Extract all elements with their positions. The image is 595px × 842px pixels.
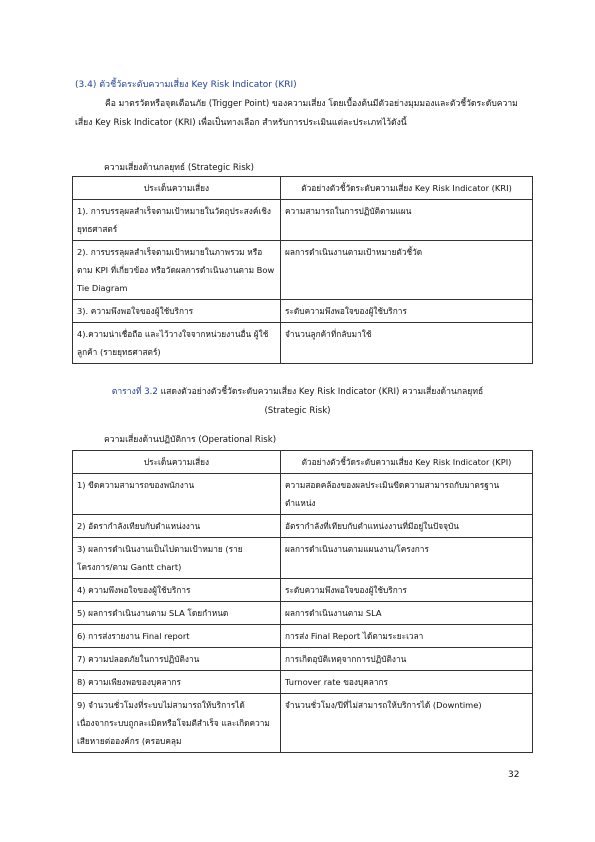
table-header-row: [73, 177, 533, 200]
page-number: 32: [508, 770, 520, 780]
table-row: [73, 648, 533, 671]
operational-subheading: ความเสี่ยงด้านปฏิบัติการ (Operational Risk): [104, 435, 277, 445]
table-row: [73, 474, 533, 515]
kri-cell: อัตรากำลังที่เทียบกับตำแหน่งงานที่มีอยู่ในปัจจุบัน: [281, 515, 533, 538]
kri-cell: ผลการดำเนินงานตาม SLA: [281, 602, 533, 625]
kri-cell: ระดับความพึงพอใจของผู้ใช้บริการ: [281, 300, 533, 323]
table-row: [73, 515, 533, 538]
header-risk-issue: ประเด็นความเสี่ยง: [73, 451, 281, 474]
kri-cell: Turnover rate ของบุคลากร: [281, 671, 533, 694]
risk-issue-cell: 3) ผลการดำเนินงานเป็นไปตามเป้าหมาย (รายโครงการ/ตาม Gantt chart): [73, 538, 281, 579]
operational-risk-table: [72, 450, 533, 753]
table-row: [73, 625, 533, 648]
kri-cell: จำนวนชั่วโมง/ปีที่ไม่สามารถให้บริการได้ (Downtime): [281, 694, 533, 753]
kri-cell: การเกิดอุบัติเหตุจากการปฏิบัติงาน: [281, 648, 533, 671]
table-row: [73, 241, 533, 300]
risk-issue-cell: 4) ความพึงพอใจของผู้ใช้บริการ: [73, 579, 281, 602]
risk-issue-cell: 2). การบรรลุผลสำเร็จตามเป้าหมายในภาพรวม หรือตาม KPI ที่เกี่ยวข้อง หรือวัดผลการดำเนินงานตาม Bow Tie Diagram: [73, 241, 281, 300]
kri-cell: ความสามารถในการปฏิบัติตามแผน: [281, 200, 533, 241]
strategic-subheading: ความเสี่ยงด้านกลยุทธ์ (Strategic Risk): [104, 163, 255, 173]
table-row: [73, 602, 533, 625]
kri-cell: ผลการดำเนินงานตามเป้าหมายตัวชี้วัด: [281, 241, 533, 300]
table-row: [73, 671, 533, 694]
kri-cell: จำนวนลูกค้าที่กลับมาใช้: [281, 323, 533, 364]
table-row: [73, 323, 533, 364]
risk-issue-cell: 9) จำนวนชั่วโมงที่ระบบไม่สามารถให้บริการได้เนื่องจากระบบถูกละเมิดหรือโจมตีสำเร็จ และเกิดความเสียหายต่อองค์กร (ครอบคลุม: [73, 694, 281, 753]
table-header-row: [73, 451, 533, 474]
table-row: [73, 300, 533, 323]
caption-label: ตารางที่ 3.2: [111, 387, 158, 397]
intro-paragraph-text: คือ มาตรวัดหรือจุดเตือนภัย (Trigger Point) ของความเสี่ยง โดยเบื้องต้นมีตัวอย่างมุมมองและตัวชี้วัดระดับความเสี่ยง Key Risk Indicator (KRI) เพื่อเป็นทางเลือก สำหรับการประเมินแต่ละประเภทไว้ดังนี้: [75, 99, 518, 128]
risk-issue-cell: 2) อัตรากำลังเทียบกับตำแหน่งงาน: [73, 515, 281, 538]
risk-issue-cell: 3). ความพึงพอใจของผู้ใช้บริการ: [73, 300, 281, 323]
risk-issue-cell: 1) ขีดความสามารถของพนักงาน: [73, 474, 281, 515]
kri-cell: ความสอดคล้องของผลประเมินขีดความสามารถกับมาตรฐานตำแหน่ง: [281, 474, 533, 515]
section-heading: (3.4) ตัวชี้วัดระดับความเสี่ยง Key Risk Indicator (KRI): [75, 80, 297, 90]
risk-issue-cell: 5) ผลการดำเนินงานตาม SLA โดยกำหนด: [73, 602, 281, 625]
header-kri-example: ตัวอย่างตัวชี้วัดระดับความเสี่ยง Key Risk Indicator (KPI): [281, 451, 533, 474]
table-row: [73, 579, 533, 602]
risk-issue-cell: 1). การบรรลุผลสำเร็จตามเป้าหมายในวัตถุประสงค์เชิงยุทธศาสตร์: [73, 200, 281, 241]
caption-line2: (Strategic Risk): [264, 406, 331, 416]
header-risk-issue: ประเด็นความเสี่ยง: [73, 177, 281, 200]
header-kri-example: ตัวอย่างตัวชี้วัดระดับความเสี่ยง Key Risk Indicator (KRI): [281, 177, 533, 200]
intro-paragraph: [75, 95, 530, 133]
strategic-risk-table: [72, 176, 533, 364]
risk-issue-cell: 7) ความปลอดภัยในการปฏิบัติงาน: [73, 648, 281, 671]
risk-issue-cell: 6) การส่งรายงาน Final report: [73, 625, 281, 648]
risk-issue-cell: 4).ความน่าเชื่อถือ และไว้วางใจจากหน่วยงานอื่น ผู้ใช้ ลูกค้า (รายยุทธศาสตร์): [73, 323, 281, 364]
risk-issue-cell: 8) ความเพียงพอของบุคลากร: [73, 671, 281, 694]
kri-cell: ระดับความพึงพอใจของผู้ใช้บริการ: [281, 579, 533, 602]
table-caption: [0, 383, 595, 421]
kri-cell: การส่ง Final Report ได้ตามระยะเวลา: [281, 625, 533, 648]
kri-cell: ผลการดำเนินงานตามแผนงาน/โครงการ: [281, 538, 533, 579]
table-row: [73, 200, 533, 241]
table-row: [73, 694, 533, 753]
caption-text: แสดงตัวอย่างตัวชี้วัดระดับความเสี่ยง Key Risk Indicator (KRI) ความเสี่ยงด้านกลยุทธ์: [157, 387, 484, 397]
table-row: [73, 538, 533, 579]
